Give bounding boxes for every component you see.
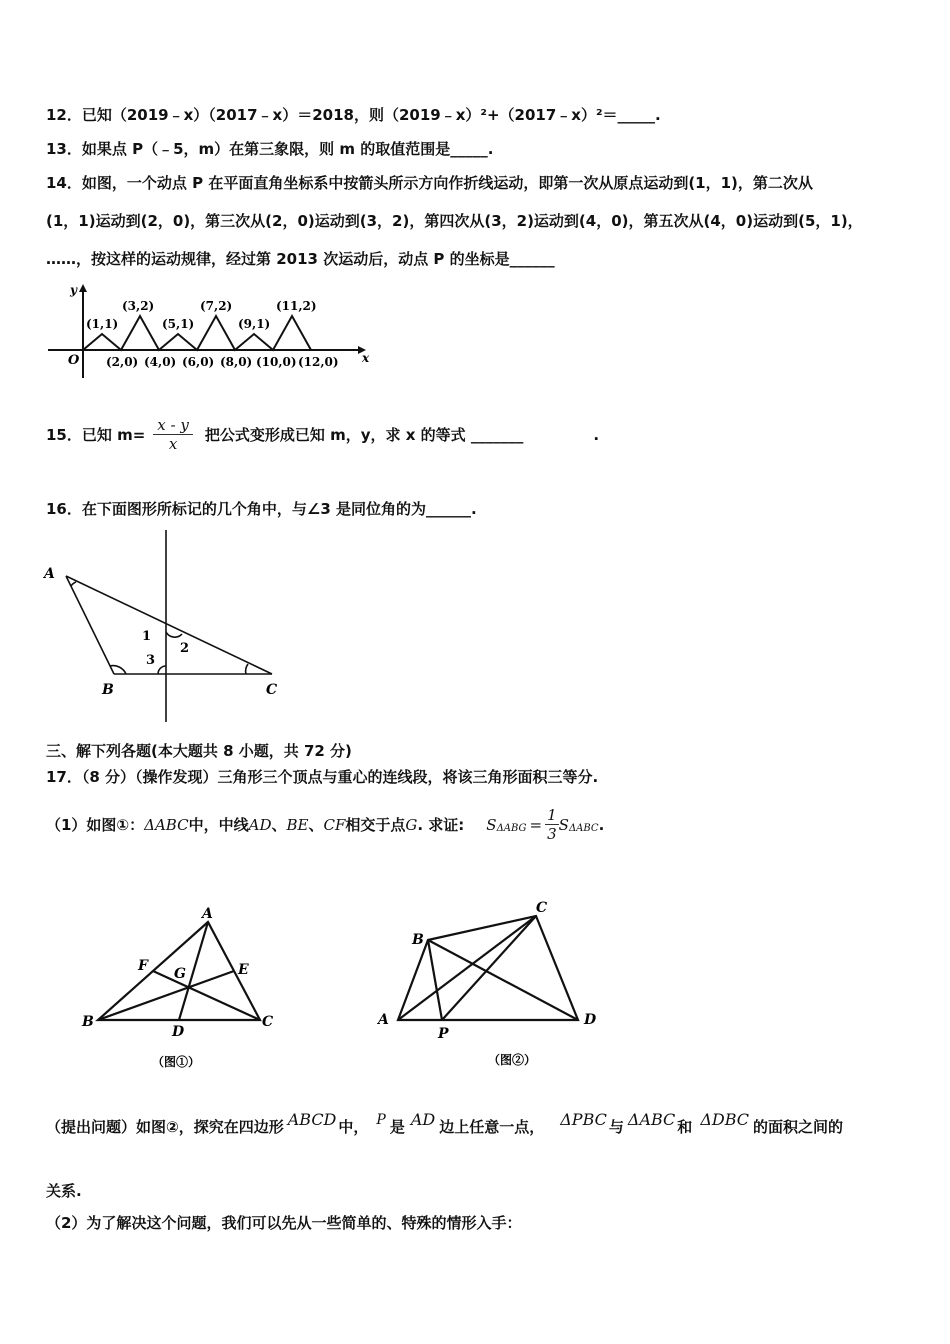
q17-p1-g: G — [405, 815, 418, 834]
q15-post: 把公式变形成已知 m，y，求 x 的等式 _______ — [204, 426, 524, 444]
question-14-line2 — [46, 210, 863, 231]
angle-arc — [158, 666, 166, 674]
q17-q-pbc: ΔPBC — [560, 1110, 607, 1129]
q15-dot: . — [593, 425, 600, 444]
side-ac — [66, 576, 272, 674]
q17-p1-sep1: 、 — [271, 816, 287, 834]
question-14-line1 — [46, 172, 813, 193]
q17-area-formula — [486, 806, 598, 843]
q17-q-in: 中， — [338, 1118, 369, 1136]
question-16 — [46, 498, 477, 519]
q15-frac-den: x — [168, 435, 178, 453]
question-13 — [46, 138, 493, 159]
q17-q-ad: AD — [410, 1110, 436, 1129]
fig2-label-c: C — [536, 900, 548, 916]
formula-sub-abg: ΔABG — [496, 823, 527, 834]
q17-p1-ad: AD — [248, 815, 272, 834]
vertex-label-b: B — [102, 682, 114, 698]
q17-q-and: 与 — [608, 1118, 624, 1136]
formula-sub-abc: ΔABC — [568, 823, 599, 834]
question-14-line3 — [46, 248, 555, 269]
formula-frac-den: 3 — [547, 825, 557, 843]
fig2-label-b: B — [412, 932, 424, 948]
q17-q-pre: （提出问题）如图②，探究在四边形 — [46, 1118, 284, 1136]
q16-number: 16． — [46, 500, 82, 518]
fig2-label-d: D — [584, 1012, 597, 1028]
q14-text-line3: ……，按这样的运动规律，经过第 2013 次运动后，动点 P 的坐标是______ — [46, 250, 555, 268]
q17-p1-prove: . 求证: — [417, 816, 465, 834]
question-12 — [46, 104, 661, 125]
angle-arc — [246, 664, 248, 674]
q17-p1-triangle: ΔABC — [144, 815, 189, 834]
q17-p1-pre: （1）如图①： — [46, 816, 145, 834]
formula-equals: = — [529, 815, 543, 834]
formula-frac-num: 1 — [547, 806, 557, 824]
q17-part2 — [46, 1212, 521, 1233]
angle-label-3: 3 — [146, 653, 156, 668]
section-3-heading — [46, 740, 352, 761]
peak-label: (11,2) — [276, 299, 317, 313]
q17-header-text: 17．（8 分）（操作发现）三角形三个顶点与重心的连线段，将该三角形面积三等分. — [46, 768, 599, 786]
fig2-label-a: A — [378, 1012, 389, 1028]
q17-q-and2: 和 — [677, 1118, 693, 1136]
q14-text-line1: 如图，一个动点 P 在平面直角坐标系中按箭头所示方向作折线运动，即第一次从原点运动到(1，1)，第二次从 — [81, 174, 813, 192]
q17-q-is: 是 — [389, 1118, 405, 1136]
fig1-caption: （图①） — [152, 1055, 201, 1069]
bottom-label: (4,0) — [144, 355, 177, 369]
peak-label: (1,1) — [86, 317, 119, 331]
formula-s: S — [486, 815, 497, 834]
y-axis-label: y — [70, 283, 77, 297]
fig1-label-b: B — [82, 1014, 94, 1030]
q17-q-p: P — [376, 1111, 386, 1128]
side-ab — [66, 576, 114, 674]
q17-p2-text: （2）为了解决这个问题，我们可以先从一些简单的、特殊的情形入手： — [46, 1214, 522, 1232]
peak-label: (7,2) — [200, 299, 233, 313]
q13-number: 13． — [46, 140, 82, 158]
q17-part1 — [46, 806, 604, 843]
angle-arc — [71, 582, 76, 586]
bottom-label: (10,0) — [256, 355, 297, 369]
q17-p1-mid: 中，中线 — [188, 816, 249, 834]
q17-p1-be: BE — [286, 815, 309, 834]
q13-text: 如果点 P（﹣5，m）在第三象限，则 m 的取值范围是_____. — [81, 140, 494, 158]
question-15 — [46, 416, 599, 453]
q15-pre: 已知 m= — [81, 426, 146, 444]
angle-label-1: 1 — [142, 629, 152, 644]
q17-raise-question-line2 — [46, 1180, 82, 1201]
fig2-caption: （图②） — [488, 1053, 537, 1067]
q17-raise-question — [46, 1110, 844, 1137]
segment-bp — [428, 940, 442, 1020]
bottom-label: (12,0) — [298, 355, 339, 369]
vertex-label-c: C — [266, 682, 278, 698]
q17-p1-sep2: 、 — [308, 816, 324, 834]
angle-label-2: 2 — [180, 641, 190, 656]
q17-q-rel: 的面积之间的 — [753, 1118, 844, 1136]
q15-frac-num: x - y — [153, 416, 193, 435]
peak-label: (5,1) — [162, 317, 195, 331]
q17-q-rel2: 关系. — [46, 1182, 82, 1200]
q12-number: 12． — [46, 106, 82, 124]
q14-zigzag-figure — [48, 282, 378, 382]
origin-label: O — [68, 353, 80, 368]
q16-triangle-figure — [40, 528, 300, 728]
peak-label: (9,1) — [238, 317, 271, 331]
formula-s2: S — [558, 815, 569, 834]
bottom-label: (8,0) — [220, 355, 253, 369]
fig1-label-f: F — [138, 958, 148, 974]
q17-figure-1 — [76, 902, 296, 1082]
q14-number: 14． — [46, 174, 82, 192]
y-axis-arrow — [79, 284, 87, 292]
peak-label: (3,2) — [122, 299, 155, 313]
bottom-label: (2,0) — [106, 355, 139, 369]
q17-p1-mid2: 相交于点 — [345, 816, 406, 834]
angle-arc — [166, 632, 182, 637]
q15-fraction — [153, 416, 193, 453]
median-be — [98, 971, 234, 1020]
q17-figure-2 — [370, 894, 620, 1084]
q17-p1-cf: CF — [323, 815, 346, 834]
segment-pc — [442, 916, 536, 1020]
formula-fraction — [545, 806, 559, 843]
section-3-title: 三、解下列各题(本大题共 8 小题，共 72 分) — [46, 742, 352, 760]
q15-number: 15． — [46, 426, 82, 444]
fig1-label-d: D — [172, 1024, 185, 1040]
q17-q-abcd: ABCD — [287, 1110, 337, 1129]
q17-q-any: 边上任意一点， — [439, 1118, 545, 1136]
fig1-label-e: E — [238, 962, 249, 978]
x-axis-label: x — [362, 351, 370, 365]
q12-text: 已知（2019﹣x）（2017﹣x）＝2018，则（2019﹣x）²+（2017﹣x）²＝_____. — [81, 106, 661, 124]
q17-q-abc: ΔABC — [627, 1110, 676, 1129]
fig2-label-p: P — [438, 1026, 449, 1042]
vertex-label-a: A — [44, 566, 55, 582]
q17-q-dbc: ΔDBC — [700, 1110, 749, 1129]
fig1-label-g: G — [174, 966, 186, 982]
q16-text: 在下面图形所标记的几个角中，与∠3 是同位角的为______. — [81, 500, 477, 518]
question-17-header — [46, 766, 598, 787]
fig1-label-c: C — [262, 1014, 274, 1030]
bottom-label: (6,0) — [182, 355, 215, 369]
fig1-label-a: A — [202, 906, 213, 922]
q17-p1-end: . — [598, 815, 605, 834]
q14-text-line2: (1，1)运动到(2，0)，第三次从(2，0)运动到(3，2)，第四次从(3，2)运动到(4，0)，第五次从(4，0)运动到(5，1)， — [46, 212, 863, 230]
